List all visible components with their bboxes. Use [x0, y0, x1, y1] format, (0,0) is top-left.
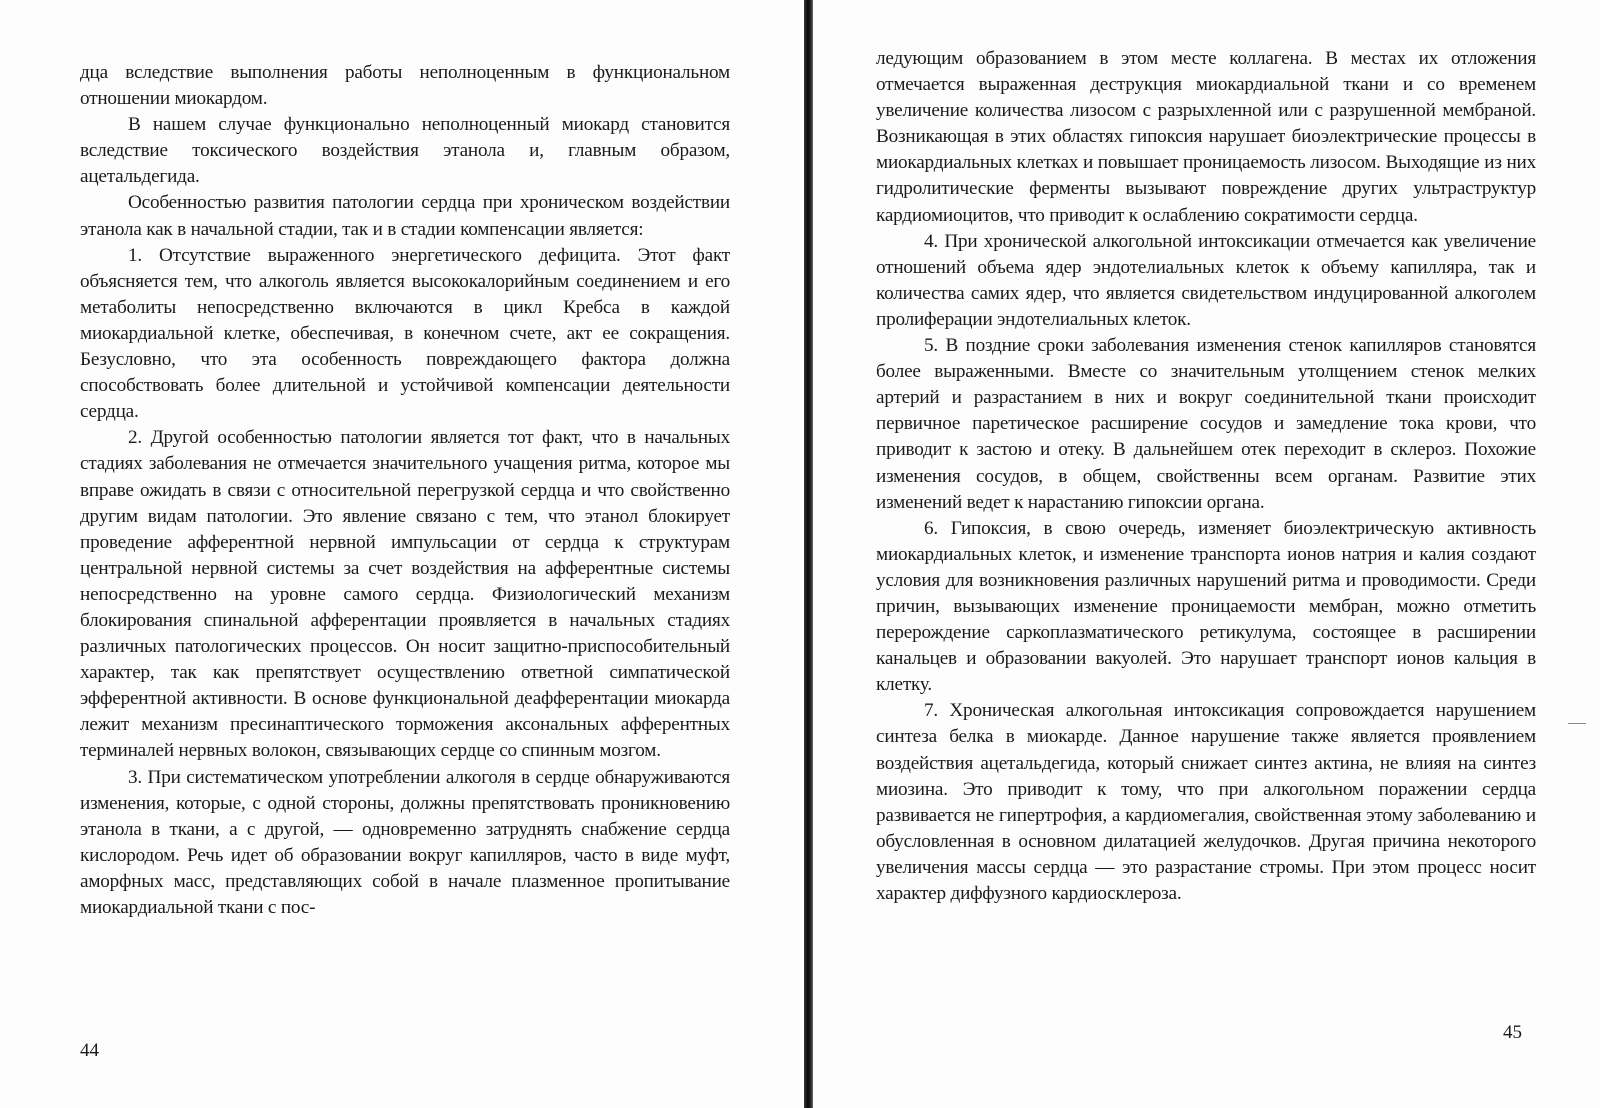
page-number: 45	[1503, 1022, 1522, 1043]
page-number: 44	[80, 1040, 99, 1061]
paragraph: 2. Другой особенностью патологии является тот факт, что в начальных стадиях заболевания не отмечается значительного учащения ритма, которое мы вправе ожидать в связи с относительной перегрузкой сердца и что свойственно другим видам патологии. Это явление связано с тем, что этанол блокирует проведение афферентной нервной импульсации от сердца к структурам центральной нервной системы за счет воздействия на афферентные системы непосредственно на уровне самого сердца. Физиологический механизм блокирования спинальной афферентации проявляется в начальных стадиях различных патологических процессов. Он носит защитно-приспособительный характер, так как препятствует осуществлению ответной симпатической эфферентной активности. В основе функциональной деафферентации миокарда лежит механизм пресинаптического торможения аксональных афферентных терминалей нервных волокон, связывающих сердце со спинным мозгом.	[80, 427, 730, 762]
paragraph: 4. При хронической алкогольной интоксикации отмечается как увеличение отношений объема ядер эндотелиальных клеток к объему капилляра, так и количества самих ядер, что является свидетельством индуцированной алкоголем пролиферации эндотелиальных клеток.	[876, 230, 1536, 330]
paragraph: 3. При систематическом употреблении алкоголя в сердце обнаруживаются изменения, которые, с одной стороны, должны препятствовать проникновению этанола в ткани, а с другой, — одновременно затруднять снабжение сердца кислородом. Речь идет об образовании вокруг капилляров, часто в виде муфт, аморфных масс, представляющих собой в начале плазменное пропитывание миокардиальной ткани с пос-	[80, 766, 730, 918]
paragraph: дца вследствие выполнения работы неполноценным в функциональном отношении миокардом.	[80, 62, 730, 110]
right-page	[813, 0, 1600, 1108]
paragraph: В нашем случае функционально неполноценный миокард становится вследствие токсического воздействия этанола и, главным образом, ацетальдегида.	[80, 114, 730, 188]
margin-mark	[1568, 723, 1586, 724]
book-spine	[804, 0, 813, 1108]
paragraph: 7. Хроническая алкогольная интоксикация сопровождается нарушением синтеза белка в миокарде. Данное нарушение также является проявлением воздействия ацетальдегида, который снижает синтез актина, не влияя на синтез миозина. Это приводит к тому, что при алкогольном поражении сердца развивается не гипертрофия, а кардиомегалия, свойственная этому заболеванию и обусловленная в основном дилатацией желудочков. Другая причина некоторого увеличения массы сердца — это разрастание стромы. При этом процесс носит характер диффузного кардиосклероза.	[876, 700, 1536, 904]
paragraph: 6. Гипоксия, в свою очередь, изменяет биоэлектрическую активность миокардиальных клеток, и изменение транспорта ионов натрия и калия создают условия для возникновения различных нарушений ритма и проводимости. Среди причин, вызывающих изменение проницаемости мембран, можно отметить перерождение саркоплазматического ретикулума, состоящее в расширении канальцев и образовании вакуолей. Это нарушает транспорт ионов кальция в клетку.	[876, 517, 1536, 696]
paragraph: 1. Отсутствие выраженного энергетического дефицита. Этот факт объясняется тем, что алкоголь является высококалорийным соединением и его метаболиты непосредственно включаются в цикл Кребса в каждой миокардиальной клетке, обеспечивая, в конечном счете, акт ее сокращения. Безусловно, что эта особенность повреждающего фактора должна способствовать более длительной и устойчивой компенсации деятельности сердца.	[80, 244, 730, 423]
paragraph: Особенностью развития патологии сердца при хроническом воздействии этанола как в начальной стадии, так и в стадии компенсации является:	[80, 192, 730, 240]
paragraph: ледующим образованием в этом месте коллагена. В местах их отложения отмечается выраженная деструкция миокардиальной ткани и со временем увеличение количества лизосом с разрыхленной или с разрушенной мембраной. Возникающая в этих областях гипоксия нарушает биоэлектрические процессы в миокардиальных клетках и повышает проницаемость лизосом. Выходящие из них гидролитические ферменты вызывают повреждение других ультраструктур кардиомиоцитов, что приводит к ослаблению сократимости сердца.	[876, 48, 1536, 226]
left-page-text	[80, 60, 730, 921]
paragraph: 5. В поздние сроки заболевания изменения стенок капилляров становятся более выраженными. Вместе со значительным утолщением стенок мелких артерий и разрастанием в них и вокруг соединительной ткани происходит первичное паретическое расширение сосудов и замедление тока крови, что приводит к застою и отеку. В дальнейшем отек переходит в склероз. Похожие изменения сосудов, в общем, свойственны всем органам. Развитие этих изменений ведет к нарастанию гипоксии органа.	[876, 335, 1536, 513]
right-page-text	[876, 46, 1536, 907]
